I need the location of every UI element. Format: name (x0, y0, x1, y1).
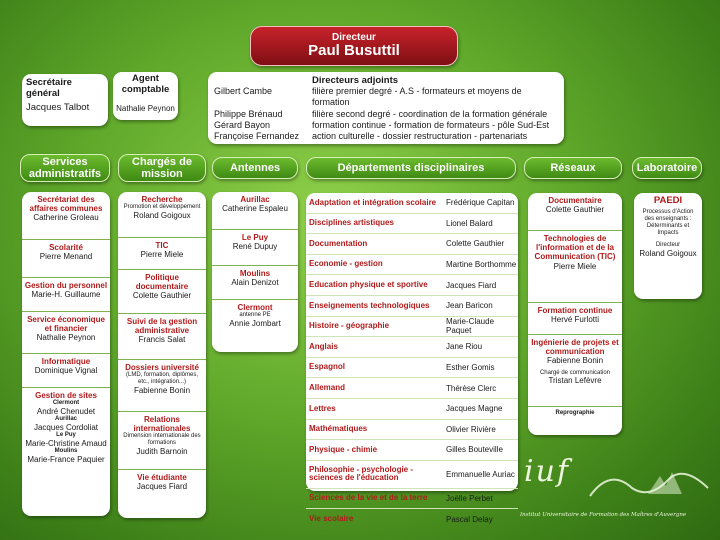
departement-row (306, 509, 518, 530)
departement-row (306, 399, 518, 420)
reseau-documentaire (528, 193, 622, 231)
departement-name: Education physique et sportive (309, 279, 428, 289)
departement-row (306, 317, 518, 338)
charges-column (118, 192, 206, 518)
header-services-label: Services administratifs (28, 155, 102, 180)
labo-title: PAEDI (653, 195, 683, 206)
antenne-name: Annie Jombart (229, 319, 281, 329)
charge-suivi (118, 314, 206, 360)
departement-resp: Jacques Magne (446, 404, 503, 414)
charge-title: Suivi de la gestion administrative (126, 317, 198, 336)
service-economique (22, 312, 110, 354)
director-title: Directeur (332, 32, 376, 44)
departement-row (306, 275, 518, 296)
departement-resp: Joëlle Perbet (446, 494, 493, 504)
service-gestion-sites (22, 388, 110, 468)
antenne-name: Catherine Espaleu (222, 204, 288, 214)
service-title: Informatique (41, 357, 91, 366)
secretaire-name: Jacques Talbot (26, 101, 90, 113)
agent-title: Agent comptable (121, 73, 170, 95)
departement-name: Sciences de la vie et de la terre (309, 493, 428, 503)
reseau-title: Ingénierie de projets et communication (531, 338, 619, 357)
laboratoire-box (634, 193, 702, 299)
departement-name: Philosophie - psychologie - sciences de l'éducation (309, 464, 414, 483)
header-antennes-label: Antennes (229, 161, 281, 174)
charge-dossiers (118, 360, 206, 412)
director-box (250, 26, 458, 66)
departement-name: Allemand (309, 382, 346, 392)
departement-resp: Lionel Balard (446, 218, 493, 228)
agent-name: Nathalie Peynon (116, 103, 175, 113)
site-name: André Chenudet (36, 407, 96, 417)
service-personnel (22, 278, 110, 312)
adjoint-name: Françoise Fernandez (214, 131, 300, 141)
reseau-tic (528, 231, 622, 303)
reseau-formation-continue (528, 303, 622, 335)
charge-name: Roland Goigoux (133, 211, 191, 221)
departement-row (306, 337, 518, 358)
header-laboratoire (632, 157, 702, 179)
departement-resp: Colette Gauthier (446, 239, 505, 249)
secretaire-box (22, 74, 108, 126)
header-reseaux-label: Réseaux (550, 161, 596, 174)
charge-vie-etudiante (118, 470, 206, 494)
reseau-title: Documentaire (548, 196, 602, 205)
antenne-moulins (212, 266, 298, 300)
charge-name: Francis Salat (138, 335, 186, 345)
reseau-reprographie (528, 407, 622, 420)
departement-row (306, 255, 518, 276)
header-departements (306, 157, 516, 179)
adjoint-row (214, 109, 558, 120)
adjoint-name: Gérard Bayon (214, 119, 271, 130)
antenne-aurillac (212, 192, 298, 230)
charge-sub: Promotion et développement (123, 204, 201, 211)
antenne-title: Clermont (237, 303, 273, 312)
departement-resp: Emmanuelle Auriac (446, 469, 515, 479)
departement-name: Documentation (309, 238, 368, 248)
reseau-title: Reprographie (555, 410, 595, 416)
departement-resp: Marie-Claude Paquet (446, 317, 495, 336)
departements-column (306, 193, 518, 525)
logo-caption: Institut Universitaire de Formation des Maîtres d'Auvergne (520, 512, 687, 518)
antenne-clermont (212, 300, 298, 331)
reseau-ingenierie (528, 335, 622, 407)
departement-resp: Olivier Rivière (446, 424, 496, 434)
service-title: Gestion du personnel (24, 281, 108, 290)
charge-title: Politique documentaire (135, 273, 189, 292)
adjoint-name: Gilbert Cambe (214, 86, 273, 96)
departement-resp: Pascal Delay (446, 515, 493, 525)
adjoints-box (208, 72, 564, 144)
antenne-title: Moulins (239, 269, 271, 278)
charge-name: Fabienne Bonin (133, 385, 191, 395)
service-scolarite (22, 240, 110, 278)
header-laboratoire-label: Laboratoire (636, 161, 698, 174)
charge-recherche (118, 192, 206, 238)
header-charges-label: Chargés de mission (132, 155, 192, 180)
departement-name: Disciplines artistiques (309, 218, 394, 228)
charge-title: Vie étudiante (137, 473, 187, 482)
header-services (20, 154, 110, 182)
header-reseaux (524, 157, 622, 179)
adjoint-row (214, 120, 558, 131)
header-charges (118, 154, 206, 182)
departement-name: Anglais (309, 341, 338, 351)
departement-name: Mathématiques (309, 424, 368, 434)
departement-name: Physique - chimie (309, 444, 378, 454)
antenne-title: Le Puy (241, 233, 269, 242)
service-title: Service économique et financier (27, 315, 105, 334)
charge-name: Judith Barnoin (136, 447, 188, 457)
reseau-name: Colette Gauthier (545, 205, 605, 215)
reseau-name: Fabienne Bonin (546, 356, 604, 366)
labo-dir-label: Directeur (655, 242, 681, 249)
antennes-column (212, 192, 298, 352)
departement-name: Vie scolaire (309, 514, 354, 524)
departement-resp: Esther Gomis (446, 363, 495, 373)
service-title: Secrétariat des affaires communes (29, 195, 103, 214)
director-name: Paul Busuttil (308, 42, 400, 60)
adjoint-name: Philippe Brénaud (214, 108, 283, 119)
reseau-sub-name: Tristan Lefèvre (548, 376, 602, 386)
departement-name: Adaptation et intégration scolaire (309, 197, 437, 207)
charge-title: Recherche (141, 195, 183, 204)
service-informatique (22, 354, 110, 388)
adjoint-row (214, 131, 558, 142)
departement-name: Lettres (309, 403, 336, 413)
departement-row (306, 440, 518, 461)
reseau-sub: Chargé de communication (539, 369, 611, 376)
secretaire-title: Secrétaire général (26, 77, 72, 99)
service-name: Marie-H. Guillaume (31, 290, 101, 300)
departement-resp: Jacques Fiard (446, 280, 497, 290)
adjoint-role: formation continue - formation de formateurs - pôle Sud-Est (312, 119, 550, 130)
departement-row (306, 234, 518, 255)
departement-row (306, 489, 518, 510)
reseau-title: Formation continue (537, 306, 613, 315)
adjoints-title: Directeurs adjoints (312, 75, 399, 86)
charge-relations (118, 412, 206, 470)
service-name: Catherine Groleau (33, 213, 99, 223)
reseau-title: Technologies de l'information et de la Communication (TIC) (534, 234, 616, 262)
service-title: Scolarité (49, 243, 83, 252)
charge-title: Dossiers université (125, 363, 199, 372)
departement-resp: Jane Riou (446, 342, 483, 352)
antenne-title: Aurillac (240, 195, 270, 204)
services-column (22, 192, 110, 516)
charge-name: Pierre Miele (140, 250, 184, 260)
departement-row (306, 193, 518, 214)
iufm-logo (520, 448, 712, 528)
reseaux-column (528, 193, 622, 435)
departement-resp: Thérèse Clerc (446, 383, 497, 393)
site-label: Moulins (54, 448, 78, 455)
adjoint-row (214, 86, 558, 109)
charge-sub: Dimension internationale des formations (123, 433, 201, 447)
adjoint-role: filière second degré - coordination de la formation générale (312, 108, 548, 119)
charge-title: TIC (155, 241, 169, 250)
antenne-le-puy (212, 230, 298, 266)
service-name: Nathalie Peynon (36, 333, 96, 343)
departement-row (306, 378, 518, 399)
site-label: Clermont (52, 400, 80, 407)
departement-resp: Martine Borthomme (446, 260, 517, 270)
departement-resp: Jean Baricon (446, 301, 493, 311)
departement-row (306, 296, 518, 317)
service-secretariat (22, 192, 110, 240)
departement-resp: Gilles Bouteville (446, 445, 503, 455)
departement-row (306, 420, 518, 441)
site-name: Jacques Cordoliat (33, 423, 99, 433)
antenne-name: René Dupuy (232, 242, 278, 252)
charge-tic (118, 238, 206, 270)
departement-row (306, 358, 518, 379)
labo-dir-name: Roland Goigoux (639, 249, 697, 259)
departement-name: Espagnol (309, 362, 346, 372)
charge-title: Relations internationales (133, 415, 191, 434)
reseau-name: Pierre Miele (553, 261, 597, 271)
agent-box (113, 72, 178, 120)
site-label: Le Puy (56, 432, 76, 439)
charge-name: Jacques Fiard (136, 482, 188, 492)
departement-name: Enseignements technologiques (309, 300, 430, 310)
service-title: Gestion de sites (35, 391, 97, 400)
antenne-sub: antenne PE (239, 312, 271, 319)
site-name: Marie-France Paquier (27, 455, 105, 465)
logo-text: iuf (524, 454, 571, 489)
header-departements-label: Départements disciplinaires (337, 161, 485, 174)
adjoint-role: filière premier degré - A.S - formateurs et moyens de formation (312, 86, 522, 108)
departement-row (306, 214, 518, 235)
site-label: Aurillac (54, 416, 77, 423)
reseau-name: Hervé Furlotti (550, 315, 599, 325)
service-name: Dominique Vignal (34, 366, 98, 376)
antenne-name: Alain Denizot (231, 278, 279, 288)
charge-name: Colette Gauthier (132, 291, 192, 301)
header-antennes (212, 157, 298, 179)
charge-sub: (LMD, formation, diplômes, etc., intégration...) (125, 372, 199, 386)
charge-politique (118, 270, 206, 314)
labo-desc: Processus d'Action des enseignants : Déterminants et Impacts (642, 208, 694, 236)
departement-row (306, 461, 518, 489)
departement-name: Histoire - géographie (309, 321, 390, 331)
departement-resp: Frédérique Capitan (446, 198, 515, 208)
service-name: Pierre Menand (39, 252, 93, 262)
departement-name: Economie - gestion (309, 259, 383, 269)
site-name: Marie-Christine Amaud (25, 439, 107, 449)
adjoint-role: action culturelle - dossier restructuration - partenariats (312, 131, 528, 141)
